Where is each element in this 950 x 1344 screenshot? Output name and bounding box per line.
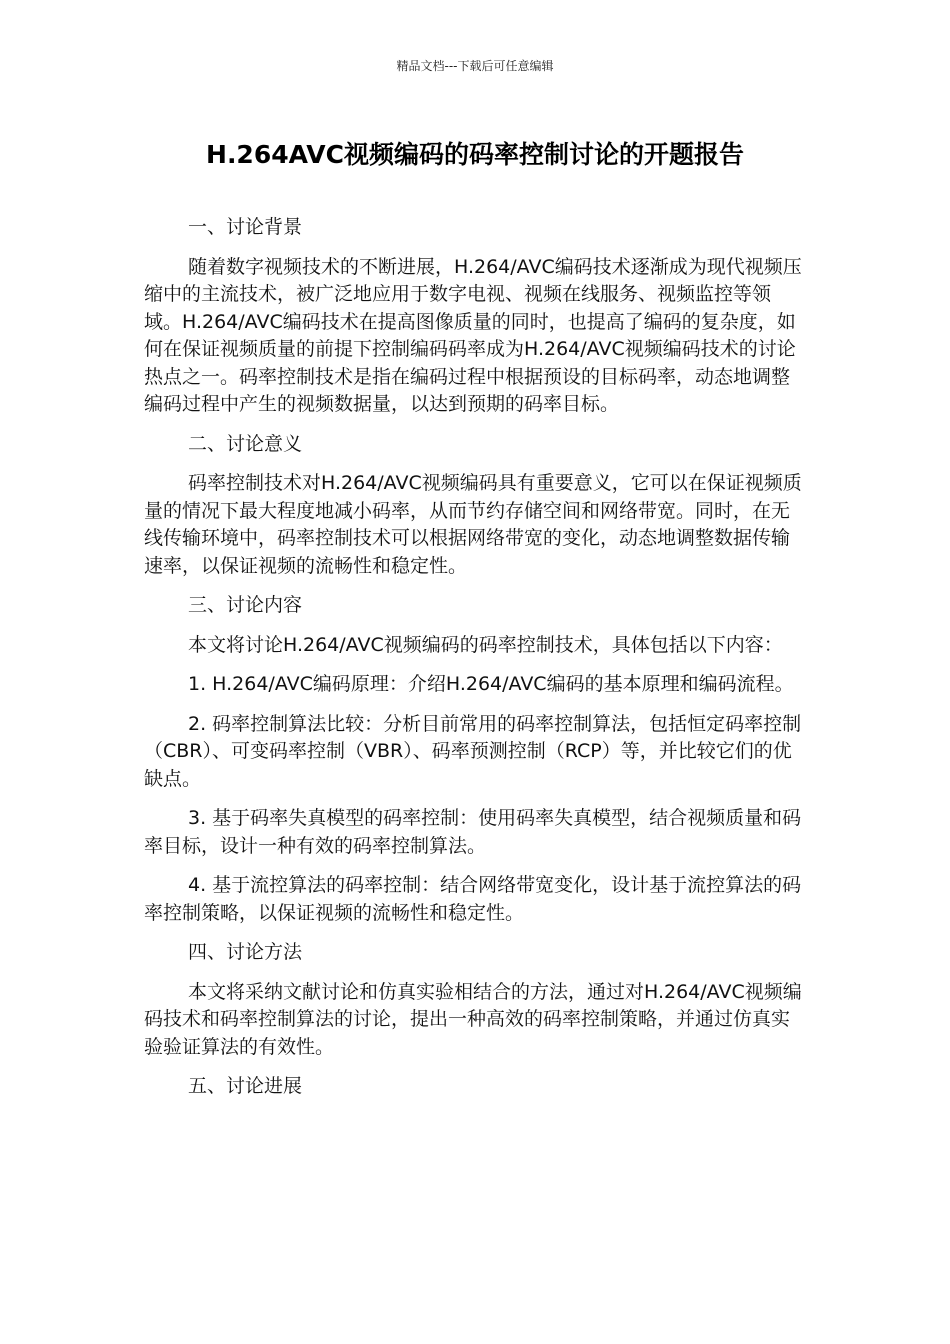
section-heading-method: 四、讨论方法 [188,941,303,963]
section-heading-progress: 五、讨论进展 [188,1075,303,1097]
paragraph-method: 本文将采纳文献讨论和仿真实验相结合的方法，通过对H.264/AVC视频编码技术和码率控制算法的讨论，提出一种高效的码率控制策略，并通过仿真实验验证算法的有效性。 [144,980,802,1058]
document-body [144,214,808,1113]
paragraph-background: 随着数字视频技术的不断进展，H.264/AVC编码技术逐渐成为现代视频压缩中的主流技术，被广泛地应用于数字电视、视频在线服务、视频监控等领域。H.264/AVC编码技术在提高图像质量的同时，也提高了编码的复杂度，如何在保证视频质量的前提下控制编码码率成为H.264/AVC视频编码技术的讨论热点之一。码率控制技术是指在编码过程中根据预设的目标码率，动态地调整编码过程中产生的视频数据量，以达到预期的码率目标。 [144,255,802,415]
section-heading-significance: 二、讨论意义 [188,432,303,455]
page-header-watermark: 精品文档---下载后可任意编辑 [396,59,554,73]
list-item-3: 3. 基于码率失真模型的码率控制：使用码率失真模型，结合视频质量和码率目标，设计一种有效的码率控制算法。 [144,807,802,857]
section-heading-background: 一、讨论背景 [188,216,303,238]
list-item-2: 2. 码率控制算法比较：分析目前常用的码率控制算法，包括恒定码率控制（CBR）、可变码率控制（VBR）、码率预测控制（RCP）等，并比较它们的优缺点。 [144,712,802,790]
list-item-1: 1. H.264/AVC编码原理：介绍H.264/AVC编码的基本原理和编码流程。 [188,673,794,695]
document-title: H.264AVC视频编码的码率控制讨论的开题报告 [206,140,744,169]
paragraph-content-intro: 本文将讨论H.264/AVC视频编码的码率控制技术，具体包括以下内容： [188,633,783,656]
section-heading-content: 三、讨论内容 [188,594,303,616]
paragraph-significance: 码率控制技术对H.264/AVC视频编码具有重要意义，它可以在保证视频质量的情况下最大程度地减小码率，从而节约存储空间和网络带宽。同时，在无线传输环境中，码率控制技术可以根据网络带宽的变化，动态地调整数据传输速率，以保证视频的流畅性和稳定性。 [144,472,802,577]
list-item-4: 4. 基于流控算法的码率控制：结合网络带宽变化，设计基于流控算法的码率控制策略，以保证视频的流畅性和稳定性。 [144,874,802,924]
